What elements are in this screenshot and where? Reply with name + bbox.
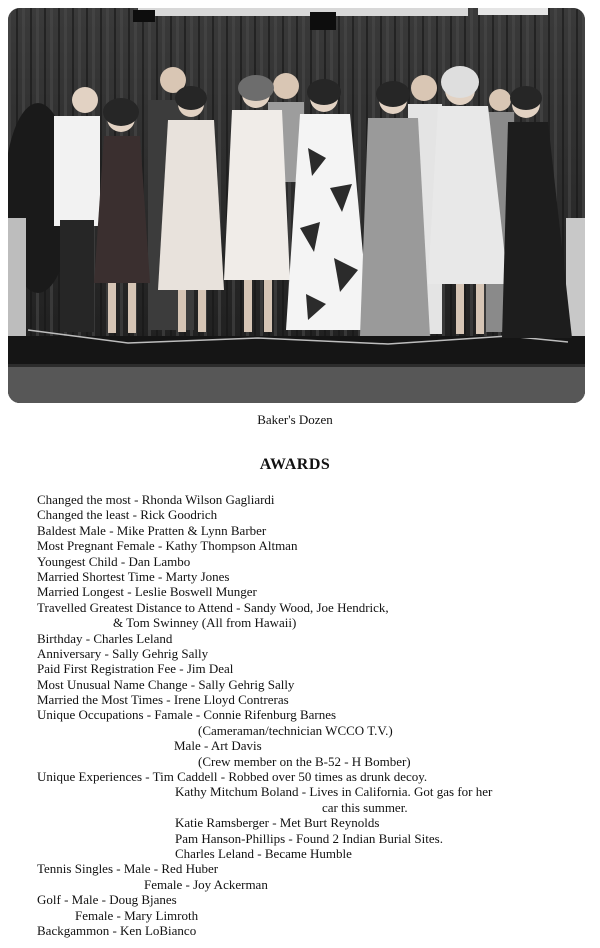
award-line-continuation: Pam Hanson-Phillips - Found 2 Indian Burial Sites. — [175, 830, 443, 846]
photo-caption: Baker's Dozen — [257, 412, 333, 427]
award-line-continuation: Kathy Mitchum Boland - Lives in California. Got gas for her — [175, 784, 493, 800]
award-line: Married Shortest Time - Marty Jones — [37, 568, 230, 584]
group-photo-icon — [8, 8, 585, 403]
award-line: Unique Experiences - Tim Caddell - Robbed over 50 times as drunk decoy. — [37, 769, 428, 785]
award-line: Golf - Male - Doug Bjanes — [37, 892, 177, 908]
award-line: Most Unusual Name Change - Sally Gehrig Sally — [37, 676, 295, 692]
award-line: Anniversary - Sally Gehrig Sally — [37, 645, 209, 661]
award-line: Changed the most - Rhonda Wilson Gagliardi — [37, 492, 275, 507]
award-line: Backgammon - Ken LoBianco — [37, 922, 197, 938]
award-line: Changed the least - Rick Goodrich — [37, 507, 218, 523]
award-line-continuation: Katie Ramsberger - Met Burt Reynolds — [175, 815, 380, 831]
award-line: Tennis Singles - Male - Red Huber — [37, 861, 219, 877]
award-line: Birthday - Charles Leland — [37, 630, 173, 646]
award-line-continuation: Male - Art Davis — [174, 738, 262, 754]
award-line: Youngest Child - Dan Lambo — [37, 553, 191, 569]
award-line: Most Pregnant Female - Kathy Thompson Altman — [37, 538, 298, 554]
award-line: Travelled Greatest Distance to Attend - Sandy Wood, Joe Hendrick, — [37, 599, 389, 615]
award-line-continuation: car this summer. — [322, 799, 408, 815]
award-line: Paid First Registration Fee - Jim Deal — [37, 661, 234, 677]
award-line: Baldest Male - Mike Pratten & Lynn Barber — [37, 522, 267, 538]
award-line-continuation: Female - Mary Limroth — [75, 907, 199, 923]
award-line: Unique Occupations - Famale - Connie Rifenburg Barnes — [37, 707, 337, 723]
awards-heading: AWARDS — [259, 456, 331, 473]
awards-list — [37, 492, 577, 938]
award-line-continuation: & Tom Swinney (All from Hawaii) — [113, 615, 297, 631]
award-line-continuation: (Cameraman/technician WCCO T.V.) — [198, 722, 393, 738]
award-line-continuation: Female - Joy Ackerman — [144, 876, 268, 892]
award-line-continuation: Charles Leland - Became Humble — [175, 845, 352, 861]
award-line-continuation: (Crew member on the B-52 - H Bomber) — [198, 753, 411, 769]
group-photo — [8, 8, 585, 403]
award-line: Married Longest - Leslie Boswell Munger — [37, 584, 257, 600]
award-line: Married the Most Times - Irene Lloyd Contreras — [37, 692, 289, 708]
